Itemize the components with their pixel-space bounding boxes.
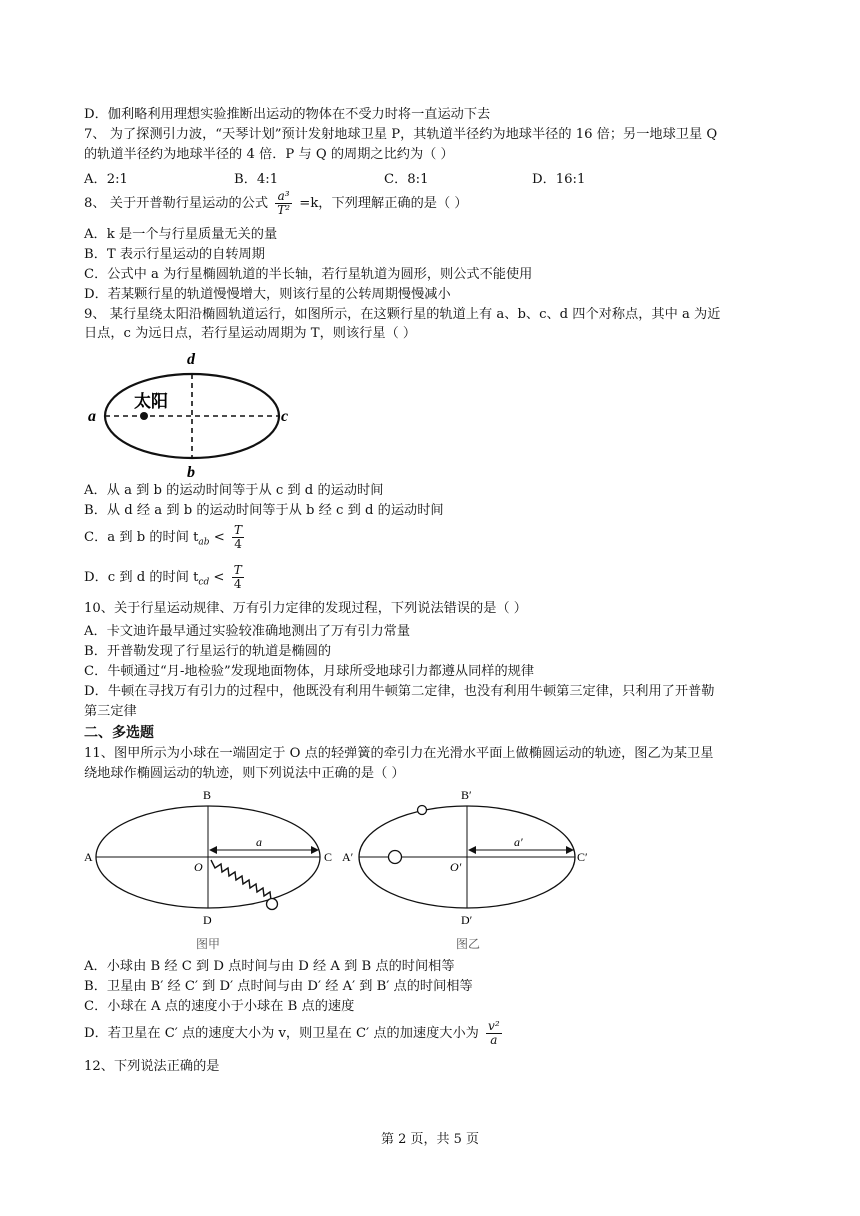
q9-option-a: A．从 a 到 b 的运动时间等于从 c 到 d 的运动时间 — [84, 483, 384, 498]
q8-option-d: D．若某颗行星的轨道慢慢增大，则该行星的公转周期慢慢减小 — [84, 287, 451, 302]
q9-stem-line1: 9、 某行星绕太阳沿椭圆轨道运行，如图所示，在这颗行星的轨道上有 a、b、c、d 四个对称点，其中 a 为近 — [84, 307, 721, 322]
q9-label-d: d — [187, 351, 195, 368]
jia-spring — [211, 860, 271, 900]
jia-label-c: C — [324, 850, 333, 864]
q7-option-a: A．2:1 — [84, 172, 128, 187]
q9-option-c-text: C．a 到 b 的时间 t — [84, 530, 199, 545]
q10-option-d-line2: 第三定律 — [84, 704, 137, 719]
q11-option-d-text: D．若卫星在 C′ 点的速度大小为 v，则卫星在 C′ 点的加速度大小为 — [84, 1026, 479, 1041]
q9-option-c-denominator: 4 — [234, 537, 242, 551]
q9-option-c-lt: < — [213, 530, 225, 545]
q10-option-a: A．卡文迪许最早通过实验较准确地测出了万有引力常量 — [84, 624, 411, 639]
q9-option-d-fraction — [232, 564, 244, 591]
q11-option-d-denominator: a — [490, 1033, 498, 1047]
jia-ball — [267, 899, 278, 910]
jia-label-a: A — [84, 850, 93, 864]
q8-option-b: B．T 表示行星运动的自转周期 — [84, 247, 265, 262]
q9-option-d — [84, 560, 247, 601]
q9-option-d-denominator: 4 — [233, 577, 242, 591]
yi-label-a: A′ — [342, 850, 354, 864]
q10-stem: 10、关于行星运动规律、万有引力定律的发现过程，下列说法错误的是（ ） — [84, 601, 527, 616]
q8-formula — [275, 190, 292, 217]
q11-stem-line2: 绕地球作椭圆运动的轨迹，则下列说法中正确的是（ ） — [84, 766, 405, 781]
q9-option-d-lt: < — [213, 570, 225, 585]
figure-jia — [84, 788, 332, 951]
q11-option-c: C．小球在 A 点的速度小于小球在 B 点的速度 — [84, 999, 355, 1014]
q8-stem-prefix: 8、 关于开普勒行星运动的公式 — [84, 196, 269, 211]
jia-caption: 图甲 — [196, 937, 221, 951]
q9-stem-line2: 日点，c 为远日点，若行星运动周期为 T，则该行星（ ） — [84, 326, 417, 341]
jia-label-d: D — [203, 913, 212, 927]
q9-option-d-text: D．c 到 d 的时间 t — [84, 570, 199, 585]
yi-label-semi-axis: a′ — [514, 835, 523, 849]
q11-option-d-numerator: v² — [488, 1019, 500, 1033]
q9-option-c-numerator: T — [234, 523, 243, 537]
q11-option-d — [84, 1017, 505, 1051]
yi-label-d: D′ — [461, 913, 473, 927]
q7-stem-line1: 7、 为了探测引力波，“天琴计划”预计发射地球卫星 P，其轨道半径约为地球半径的 16 倍；另一地球卫星 Q — [84, 127, 718, 142]
q9-option-d-numerator: T — [233, 563, 242, 577]
page-footer: 第 2 页，共 5 页 — [380, 1132, 480, 1147]
yi-label-b: B′ — [461, 788, 472, 802]
q9-option-d-sub: cd — [198, 577, 210, 588]
yi-caption: 图乙 — [456, 937, 481, 951]
q8-formula-numerator: a³ — [275, 190, 292, 204]
q9-option-c-sub: ab — [198, 537, 210, 548]
q11-figures — [84, 784, 604, 952]
q11-option-d-fraction — [486, 1020, 502, 1047]
jia-label-b: B — [203, 788, 212, 802]
q9-label-b: b — [187, 464, 195, 480]
q9-option-c-fraction — [232, 524, 244, 551]
jia-label-semi-axis: a — [256, 835, 262, 849]
q8-option-a: A．k 是一个与行星质量无关的量 — [84, 227, 278, 242]
q7-stem-line2: 的轨道半径约为地球半径的 4 倍．P 与 Q 的周期之比约为（ ） — [84, 147, 454, 162]
q8-formula-denominator: T² — [277, 203, 291, 217]
q9-option-c — [84, 520, 247, 561]
q9-option-b: B．从 d 经 a 到 b 的运动时间等于从 b 经 c 到 d 的运动时间 — [84, 503, 444, 518]
q8-stem-suffix: =k，下列理解正确的是（ ） — [299, 196, 468, 211]
section-multiple-choice-heading: 二、多选题 — [84, 725, 154, 741]
q9-sun-dot — [140, 412, 148, 420]
yi-label-o: O′ — [450, 860, 462, 874]
q12-stem: 12、下列说法正确的是 — [84, 1059, 220, 1074]
q7-option-b: B．4:1 — [234, 172, 279, 187]
q9-label-a: a — [88, 408, 96, 425]
q11-stem-line1: 11、图甲所示为小球在一端固定于 O 点的轻弹簧的牵引力在光滑水平面上做椭圆运动的轨迹，图乙为某卫星 — [84, 746, 714, 761]
jia-label-o: O — [194, 860, 203, 874]
yi-earth — [389, 851, 402, 864]
q9-label-c: c — [281, 408, 289, 425]
yi-label-c: C′ — [577, 850, 588, 864]
q10-option-c: C．牛顿通过“月-地检验”发现地面物体，月球所受地球引力都遵从同样的规律 — [84, 664, 535, 679]
q8-option-c: C．公式中 a 为行星椭圆轨道的半长轴，若行星轨道为圆形，则公式不能使用 — [84, 267, 533, 282]
q8-stem — [84, 190, 468, 218]
q7-option-d: D．16:1 — [532, 172, 586, 187]
figure-yi — [342, 788, 588, 951]
q9-sun-label: 太阳 — [134, 392, 168, 411]
q11-option-b: B．卫星由 B′ 经 C′ 到 D′ 点时间与由 D′ 经 A′ 到 B′ 点的时间相等 — [84, 979, 473, 994]
q10-option-b: B．开普勒发现了行星运行的轨道是椭圆的 — [84, 644, 332, 659]
yi-satellite — [418, 806, 427, 815]
q9-orbit-figure — [84, 346, 294, 480]
q11-option-a: A．小球由 B 经 C 到 D 点时间与由 D 经 A 到 B 点的时间相等 — [84, 959, 455, 974]
q7-option-c: C．8:1 — [384, 172, 429, 187]
q10-option-d-line1: D．牛顿在寻找万有引力的过程中，他既没有利用牛顿第二定律，也没有利用牛顿第三定律，只利用了开普勒 — [84, 684, 715, 699]
q6-option-d: D．伽利略利用理想实验推断出运动的物体在不受力时将一直运动下去 — [84, 107, 491, 122]
